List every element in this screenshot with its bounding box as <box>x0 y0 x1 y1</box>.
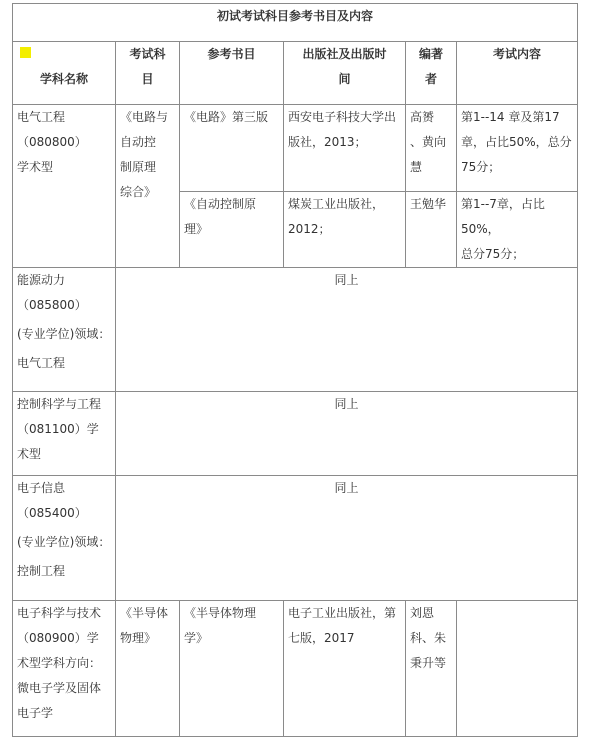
same-as-above-cell: 同上 <box>116 476 578 601</box>
author-cell: 高赟 、黄向 慧 <box>406 105 457 192</box>
header-reference-books: 参考书目 <box>180 42 284 105</box>
header-subject-name: 学科名称 <box>13 42 116 105</box>
table-title: 初试考试科目参考书目及内容 <box>13 4 578 42</box>
table-row <box>13 268 578 392</box>
publisher-cell: 西安电子科技大学出 版社，2013； <box>284 105 406 192</box>
publisher-cell: 煤炭工业出版社， 2012； <box>284 192 406 268</box>
table-row <box>13 105 578 192</box>
content-cell <box>457 601 578 737</box>
subject-cell: 电子信息 （085400） (专业学位)领域： 控制工程 <box>13 476 116 601</box>
exam-subject-cell: 《电路与 自动控 制原理 综合》 <box>116 105 180 268</box>
reference-cell: 《半导体物理 学》 <box>180 601 284 737</box>
subject-cell: 电子科学与技术 （080900）学 术型学科方向： 微电子学及固体 电子学 <box>13 601 116 737</box>
title-row <box>13 4 578 42</box>
reference-cell: 《自动控制原 理》 <box>180 192 284 268</box>
header-publisher: 出版社及出版时 间 <box>284 42 406 105</box>
subject-cell: 控制科学与工程 （081100）学 术型 <box>13 392 116 476</box>
header-author: 编著 者 <box>406 42 457 105</box>
yellow-marker-icon <box>20 47 31 58</box>
header-exam-subject: 考试科 目 <box>116 42 180 105</box>
publisher-cell: 电子工业出版社，第 七版，2017 <box>284 601 406 737</box>
author-cell: 刘恩 科、朱 秉升等 <box>406 601 457 737</box>
reference-cell: 《电路》第三版 <box>180 105 284 192</box>
header-exam-content: 考试内容 <box>457 42 578 105</box>
table-row <box>13 476 578 601</box>
same-as-above-cell: 同上 <box>116 392 578 476</box>
subject-cell: 电气工程 （080800） 学术型 <box>13 105 116 268</box>
header-row <box>13 42 578 105</box>
exam-subject-cell: 《半导体 物理》 <box>116 601 180 737</box>
table-row <box>13 392 578 476</box>
exam-reference-table <box>12 3 578 737</box>
same-as-above-cell: 同上 <box>116 268 578 392</box>
content-cell: 第1--7章，占比50%， 总分75分； <box>457 192 578 268</box>
content-cell: 第1--14 章及第17 章，占比50%，总分 75分； <box>457 105 578 192</box>
subject-cell: 能源动力 （085800） (专业学位)领域： 电气工程 <box>13 268 116 392</box>
author-cell: 王勉华 <box>406 192 457 268</box>
table-row <box>13 601 578 737</box>
